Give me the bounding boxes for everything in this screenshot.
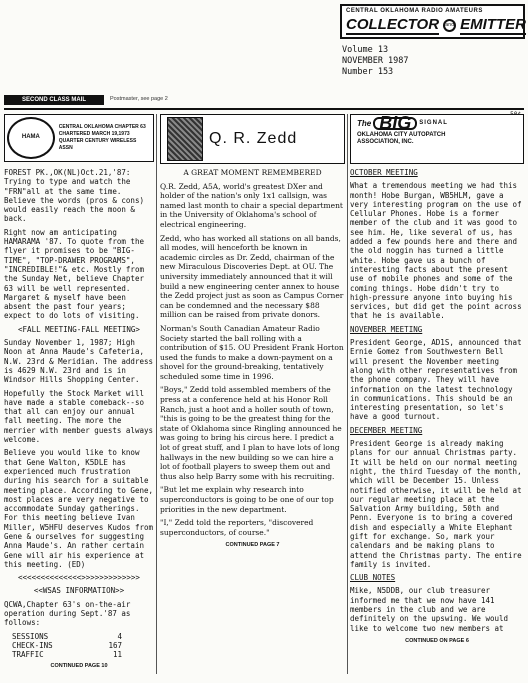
continued-note: CONTINUED PAGE 7: [225, 542, 280, 549]
hama-emblem-icon: HAMA: [7, 117, 55, 159]
stat-label: CHECK-INS: [12, 640, 53, 650]
qcwa-paragraph-1: FOREST PK.,OK(NL)Oct.21,'87: Trying to type and watch the "FRN"all at the same time. Believe the words (pros & cons) would easily reach the moon & back.: [4, 168, 144, 224]
masthead-logo: [340, 4, 525, 39]
qcwa-badge-text: [59, 124, 151, 152]
club-notes-heading: CLUB NOTES: [350, 573, 396, 583]
column-divider-1: [156, 114, 157, 674]
column-qcwa: [4, 114, 154, 674]
masthead: [340, 4, 525, 122]
qcwa-badge-line3: QUARTER CENTURY WIRELESS ASSN: [58, 138, 137, 151]
big-signal-header: [350, 114, 524, 164]
stat-label: SESSIONS: [12, 631, 49, 641]
qcwa-paragraph-4: Hopefully the Stock Market will have made a stable comeback--so that all can enjoy our annual fall meeting. The more the merrier with member guests always welcome.: [4, 388, 154, 445]
zedd-header-box: [160, 114, 345, 164]
continued-note: CONTINUED PAGE 10: [50, 662, 108, 669]
masthead-oval: and: [443, 19, 456, 32]
column-zedd: [160, 114, 345, 674]
qcwa-divider: <<<<<<<<<<<<<<>>>>>>>>>>>>>: [18, 573, 140, 583]
stat-label: TRAFFIC: [12, 650, 44, 660]
stat-row: [4, 632, 122, 641]
qcwa-badge-line1: CENTRAL OKLAHOMA CHAPTER 63: [58, 124, 146, 130]
wsas-heading: <<WSAS INFORMATION>>: [33, 586, 125, 596]
masthead-title: [346, 16, 526, 35]
big-paragraph-2: President George, AD1S, announced that Ernie Gomez from Southwestern Bell will present the November meeting along with other representatives from the phone company. They will have information on the latest technology in communications. This should be an interesting presentation, so let's have a good turnout.: [350, 338, 522, 422]
zedd-paragraph-6: "I," Zedd told the reporters, "discovered superconductors, of course.": [160, 518, 314, 537]
masthead-org: CENTRAL OKLAHOMA RADIO AMATEURS: [346, 8, 483, 14]
masthead-word-left: COLLECTOR: [346, 16, 440, 33]
stat-row: [4, 641, 122, 650]
big-signal-logo: [357, 113, 517, 133]
column-divider-2: [347, 114, 348, 674]
zedd-paragraph-3: Norman's South Canadian Amateur Radio Society started the ball rolling with a contribution of $15. OU President Frank Horton used the funds to make a down-payment on a shovel for the ground-breaking, tentatively scheduled some time in 1996.: [160, 323, 344, 381]
december-meeting-heading: DECEMBER MEETING: [350, 425, 423, 435]
continued-note: CONTINUED ON PAGE 6: [405, 637, 469, 644]
issue-date: NOVEMBER 1987: [342, 56, 409, 66]
issue-number: Number 153: [342, 67, 394, 77]
zedd-paragraph-1: Q.R. Zedd, A5A, world's greatest DXer and holder of the nation's only 1x1 callsign, was named last month to chair a special department in the University of Oklahoma's school of electrical engineering.: [160, 181, 343, 229]
big-paragraph-4: Mike, N5DDB, our club treasurer informed me that we now have 141 members in the club and we are definitely on the upswing. We would like to welcome two new members at: [350, 586, 509, 633]
zedd-paragraph-5: "But let me explain why research into superconductors is going to be one of our top priorities in the new department.: [160, 485, 334, 514]
stat-value: 167: [108, 640, 122, 650]
october-meeting-heading: OCTOBER MEETING: [350, 168, 418, 177]
big-paragraph-3: President George is already making plans for our annual Christmas party. It will be held on our normal meeting night, the third Tuesday of the month, which will be December 15. Unless notified otherwise, it will be held at our regular meeting place at the Salvation Army building, 50th and Penn. Everyone is to bring a covered dish and especially a White Elephant gift for exchange. So, mark your calendars and be making plans to attend the Christmas party. The entire family is invited.: [350, 439, 522, 569]
zedd-paragraph-4: "Boys," Zedd told assembled members of the press at a conference held at his Honor Roll Ranch, just a hoot and a holler south of town, "this is going to be the greatest thing for the state of Oklahoma since Ringling announced he was going to bring his circus here. I predict a lot of great stuff, and I plan to have lots of long hallways in the new building so we can hire a lot of football players to sweep them out and thus also help Barry some with his recruiting.: [160, 385, 342, 481]
masthead-left-blank: [8, 4, 308, 84]
fall-meeting-heading: <FALL MEETING-FALL MEETING>: [18, 324, 140, 334]
big-signal-sub-line2: ASSOCIATION, INC.: [357, 139, 414, 146]
big-the: The: [357, 119, 372, 128]
stat-row: [4, 650, 122, 659]
zedd-paragraph-2: Zedd, who has worked all stations on all bands, all modes, will henceforth be known in academic circles as Dr. Zedd, chairman of the new Miraculous Discoveries Dept. at OU. The university immediately announced that it will build a new engineering center annex to house the Zedd project just as soon as Campus Corner can be condemned and the necessary $88 million can be raised from private donors.: [160, 233, 344, 320]
big-signal-sub: [357, 132, 517, 146]
stat-value: 4: [117, 631, 122, 641]
zedd-name: Q. R. Zedd: [209, 130, 298, 148]
stat-value: 11: [112, 650, 122, 660]
zedd-headline: A GREAT MOMENT REMEMBERED: [183, 168, 322, 177]
issue-info: [340, 45, 525, 78]
header-rule: [4, 108, 524, 110]
big-paragraph-1: What a tremendous meeting we had this month! Hobe Burgan, WB5HLM, gave a very interesting program on the use of Cellular Phones. Hobe is a former member of the club and it was good to see him. He, like several of us, has added a few pounds here and there and the old noggin has turned a little white. Hobe gave us a bunch of interesting facts about the present use of mobile phones and some of the coming things. Hobe didn't try to high-pressure anyone into buying his services, but did get the point across that he is available.: [350, 181, 522, 321]
issue-volume: Volume 13: [342, 45, 389, 55]
zedd-portrait-icon: [167, 117, 203, 161]
column-big-signal: [350, 114, 524, 674]
masthead-word-right: EMITTER: [460, 16, 526, 33]
big-signal-sub-line1: OKLAHOMA CITY AUTOPATCH: [357, 132, 446, 139]
big-big: BIG: [373, 117, 417, 130]
big-signal-word: SIGNAL: [419, 120, 448, 126]
qcwa-paragraph-5: Believe you would like to know that Gene Walton, K5DLE has experienced much frustration during his search for a suitable meeting place. According to Gene, most places are very negative to accommodate Sunday gatherings. For this meeting believe Ivan Miller, W5HFU deserves Kudos from Gene & ourselves for suggesting Anna Maude's. An rather certain Gene will air his experience at this meeting. (ED): [4, 448, 154, 569]
november-meeting-heading: NOVEMBER MEETING: [350, 324, 423, 334]
qcwa-paragraph-2: Right now am anticipating HAMARAMA '87. To quote from the flyer it promises to be "BIG-TIME", "TOP-DRAWER PROGRAMS", "INCREDIBLE!"& etc. Mostly from the Sunday Net, believe Chapter 63 will be well represented. Margaret & myself have been absent the past four years; expect to do lots of visiting.: [4, 227, 144, 321]
qcwa-badge-line2: CHARTERED MARCH 19,1973: [58, 131, 130, 137]
qcwa-badge: [4, 114, 154, 162]
postmaster-note: Postmaster, see page 2: [110, 96, 168, 102]
qcwa-paragraph-6: QCWA,Chapter 63's on-the-air operation during Sept.'87 as follows:: [4, 599, 131, 628]
qcwa-paragraph-3: Sunday November 1, 1987; High Noon at Anna Maude's Cafeteria, N.W. 23rd & Meridian. The address is 4629 N.W. 23rd and is in Windsor Hills Shopping Center.: [4, 338, 154, 385]
second-class-mail-banner: SECOND CLASS MAIL: [4, 95, 104, 105]
